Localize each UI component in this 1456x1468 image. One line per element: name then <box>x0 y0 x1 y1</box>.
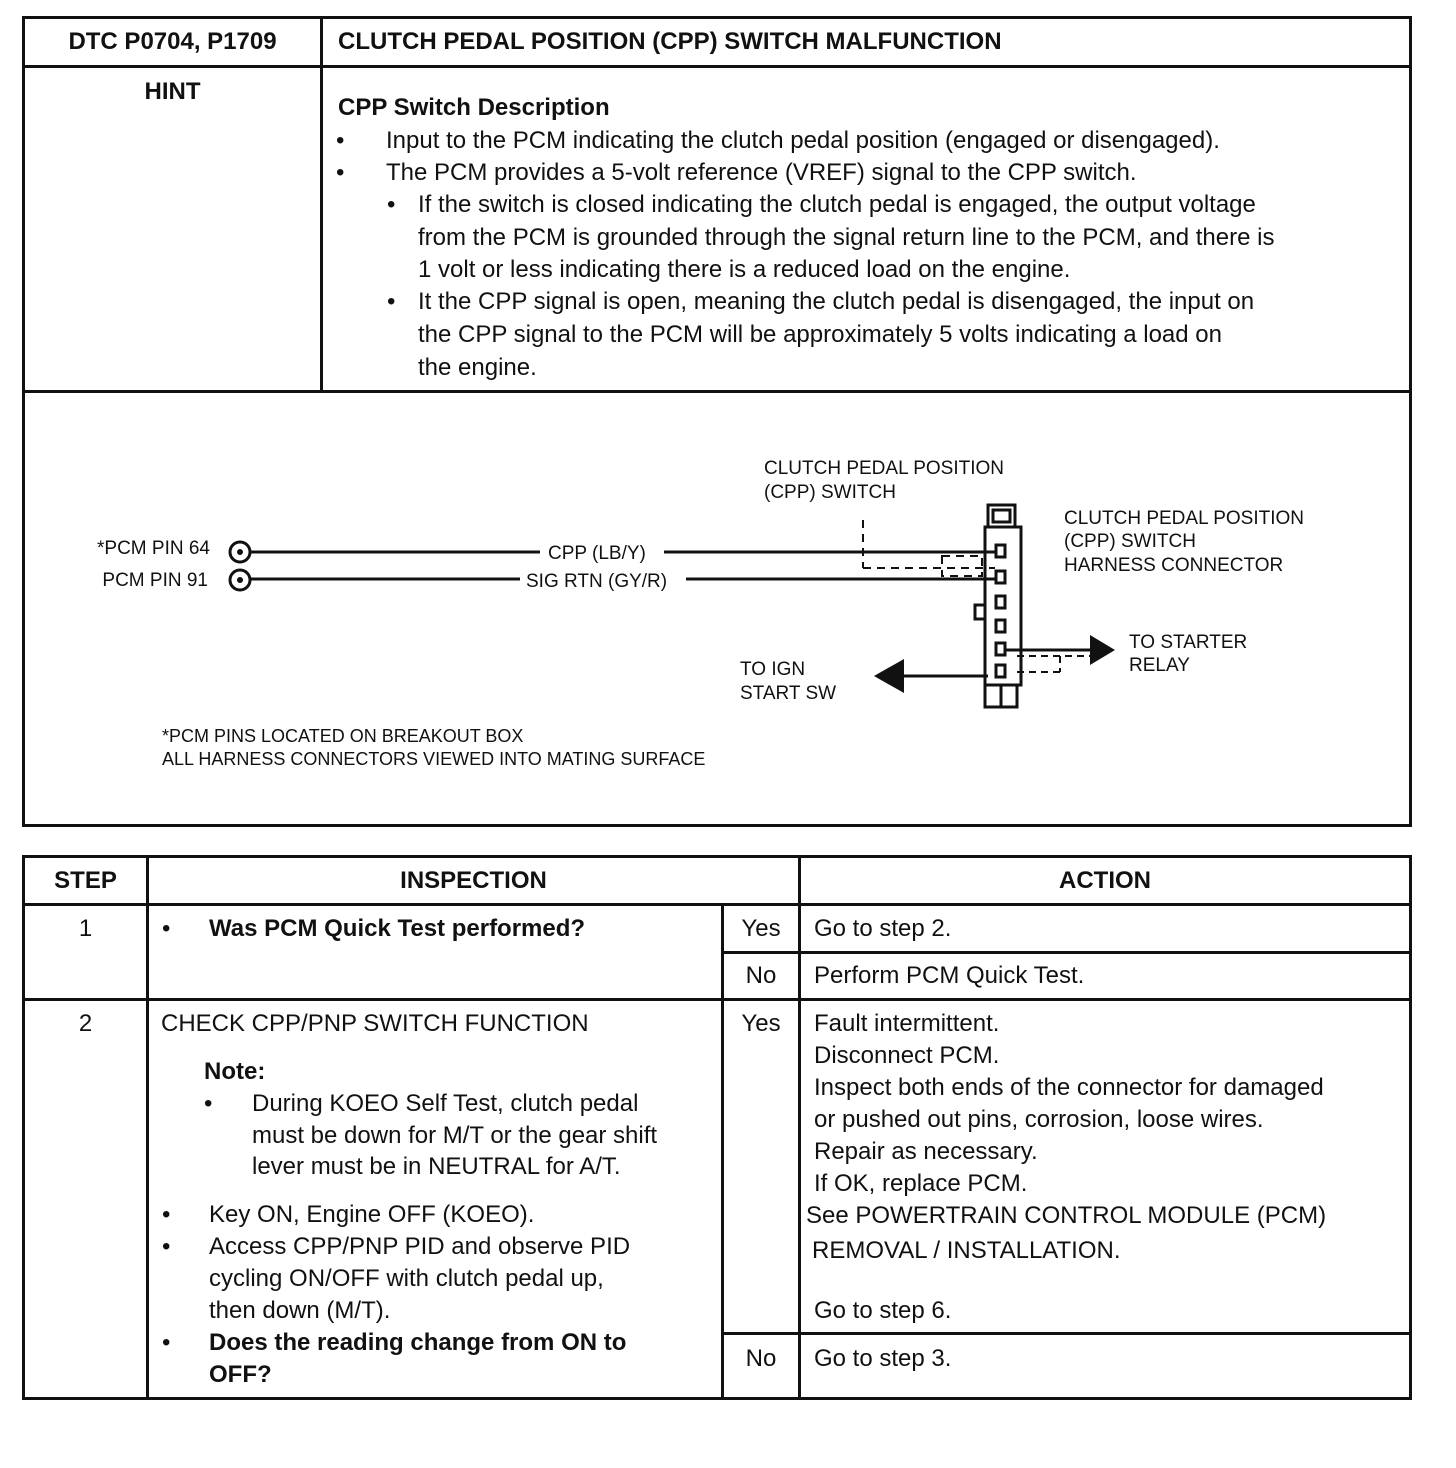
step-2-bullet-2-dot: • <box>162 1233 171 1260</box>
step-2-note-line-3: lever must be in NEUTRAL for A/T. <box>252 1153 621 1180</box>
connector-label-1: CLUTCH PEDAL POSITION <box>1064 508 1305 529</box>
hint-bullet-2-dot: • <box>336 159 345 186</box>
step-1-2-divider <box>22 998 1412 1001</box>
connector-label-3: HARNESS CONNECTOR <box>1064 555 1284 576</box>
hint-sub-bullet-2-dot: • <box>387 288 396 315</box>
sig-rtn-wire-label: SIG RTN (GY/R) <box>526 571 668 592</box>
step-2-bullet-2-line-3: then down (M/T). <box>209 1297 391 1324</box>
pcm-pin-91-label: PCM PIN 91 <box>102 570 208 591</box>
step-1-yes: Yes <box>741 915 781 942</box>
step-1-number: 1 <box>78 915 93 942</box>
ign-label-2: START SW <box>740 683 837 704</box>
action-column-divider <box>798 855 801 1400</box>
starter-label-1: TO STARTER <box>1129 632 1248 653</box>
step2-yes-no-divider <box>722 1332 1412 1335</box>
diagram-note-2: ALL HARNESS CONNECTORS VIEWED INTO MATING SURFACE <box>162 749 706 769</box>
hint-bullet-2: The PCM provides a 5-volt reference (VREF) signal to the CPP switch. <box>386 159 1137 186</box>
step-2-no-action: Go to step 3. <box>814 1345 952 1372</box>
step-2-bullet-2-line-2: cycling ON/OFF with clutch pedal up, <box>209 1265 604 1292</box>
hint-label: HINT <box>144 78 201 105</box>
starter-label-2: RELAY <box>1129 655 1190 676</box>
step-1-bullet: • <box>162 915 171 942</box>
step-2-yes-action-3: Inspect both ends of the connector for damaged <box>814 1074 1324 1101</box>
connector-label-2: (CPP) SWITCH <box>1064 531 1196 552</box>
hint-sub-2-line-1: It the CPP signal is open, meaning the clutch pedal is disengaged, the input on <box>418 288 1255 315</box>
column-header-step: STEP <box>54 867 117 894</box>
step1-yes-no-divider <box>722 951 1412 954</box>
step-2-see-line-2: REMOVAL / INSTALLATION. <box>812 1237 1121 1264</box>
page-title: CLUTCH PEDAL POSITION (CPP) SWITCH MALFUNCTION <box>338 28 1002 55</box>
step-1-no-action: Perform PCM Quick Test. <box>814 962 1085 989</box>
step-1-question: Was PCM Quick Test performed? <box>209 915 586 942</box>
step-2-note-bullet: • <box>204 1090 213 1117</box>
ign-label-1: TO IGN <box>740 659 806 680</box>
step-column-divider <box>146 855 149 1400</box>
hint-sub-1-line-3: 1 volt or less indicating there is a reduced load on the engine. <box>418 256 1071 283</box>
step-2-yes-action-4: or pushed out pins, corrosion, loose wires. <box>814 1106 1264 1133</box>
step-2-yes-action-5: Repair as necessary. <box>814 1138 1038 1165</box>
step-2-bullet-2-line-1: Access CPP/PNP PID and observe PID <box>209 1233 631 1260</box>
step-2-no: No <box>745 1345 777 1372</box>
step-2-note-line-1: During KOEO Self Test, clutch pedal <box>252 1090 639 1117</box>
step-2-question-line-1: Does the reading change from ON to <box>209 1329 627 1356</box>
step-1-no: No <box>745 962 777 989</box>
table-header-divider <box>22 903 1412 906</box>
step-2-yes-goto: Go to step 6. <box>814 1297 952 1324</box>
step-2-yes: Yes <box>741 1010 781 1037</box>
step-2-yes-action-1: Fault intermittent. <box>814 1010 1000 1037</box>
hint-sub-2-line-3: the engine. <box>418 354 537 381</box>
ign-start-arrow <box>874 659 904 693</box>
starter-relay-arrow <box>1090 635 1115 665</box>
step-2-bullet-1: Key ON, Engine OFF (KOEO). <box>209 1201 535 1228</box>
step-2-yes-action-2: Disconnect PCM. <box>814 1042 1000 1069</box>
cpp-switch-symbol <box>863 520 995 576</box>
switch-label-1: CLUTCH PEDAL POSITION <box>764 458 1005 479</box>
step-2-yes-action-6: If OK, replace PCM. <box>814 1170 1028 1197</box>
switch-label-2: (CPP) SWITCH <box>764 482 896 503</box>
hint-sub-1-line-2: from the PCM is grounded through the signal return line to the PCM, and there is <box>418 224 1275 251</box>
dtc-code: DTC P0704, P1709 <box>68 28 277 55</box>
pcm-pin-91-terminal <box>230 570 250 590</box>
diagram-note-1: *PCM PINS LOCATED ON BREAKOUT BOX <box>162 726 524 746</box>
pcm-pin-64-label: *PCM PIN 64 <box>97 538 210 559</box>
step-2-title: CHECK CPP/PNP SWITCH FUNCTION <box>161 1010 589 1037</box>
cpp-wire-label: CPP (LB/Y) <box>548 543 646 564</box>
step-2-see-line-1: See POWERTRAIN CONTROL MODULE (PCM) <box>806 1202 1327 1229</box>
step-2-bullet-1-dot: • <box>162 1201 171 1228</box>
step-2-question-line-2: OFF? <box>209 1361 272 1388</box>
step-2-note-label: Note: <box>204 1058 266 1085</box>
hint-bullet-1-dot: • <box>336 127 345 154</box>
connector-pins <box>996 545 1005 677</box>
hint-bullet-1: Input to the PCM indicating the clutch pedal position (engaged or disengaged). <box>386 127 1220 154</box>
starter-dashed-link <box>1017 656 1090 672</box>
hint-sub-bullet-1-dot: • <box>387 191 396 218</box>
column-header-inspection: INSPECTION <box>400 867 547 894</box>
pcm-pin-64-terminal <box>230 542 250 562</box>
step-2-note-line-2: must be down for M/T or the gear shift <box>252 1122 658 1149</box>
step-2-question-dot: • <box>162 1329 171 1356</box>
hint-heading: CPP Switch Description <box>338 94 610 121</box>
hint-sub-2-line-2: the CPP signal to the PCM will be approximately 5 volts indicating a load on <box>418 321 1222 348</box>
step-1-yes-action: Go to step 2. <box>814 915 952 942</box>
hint-sub-1-line-1: If the switch is closed indicating the clutch pedal is engaged, the output voltage <box>418 191 1256 218</box>
column-header-action: ACTION <box>1059 867 1151 894</box>
step-2-number: 2 <box>78 1010 93 1037</box>
